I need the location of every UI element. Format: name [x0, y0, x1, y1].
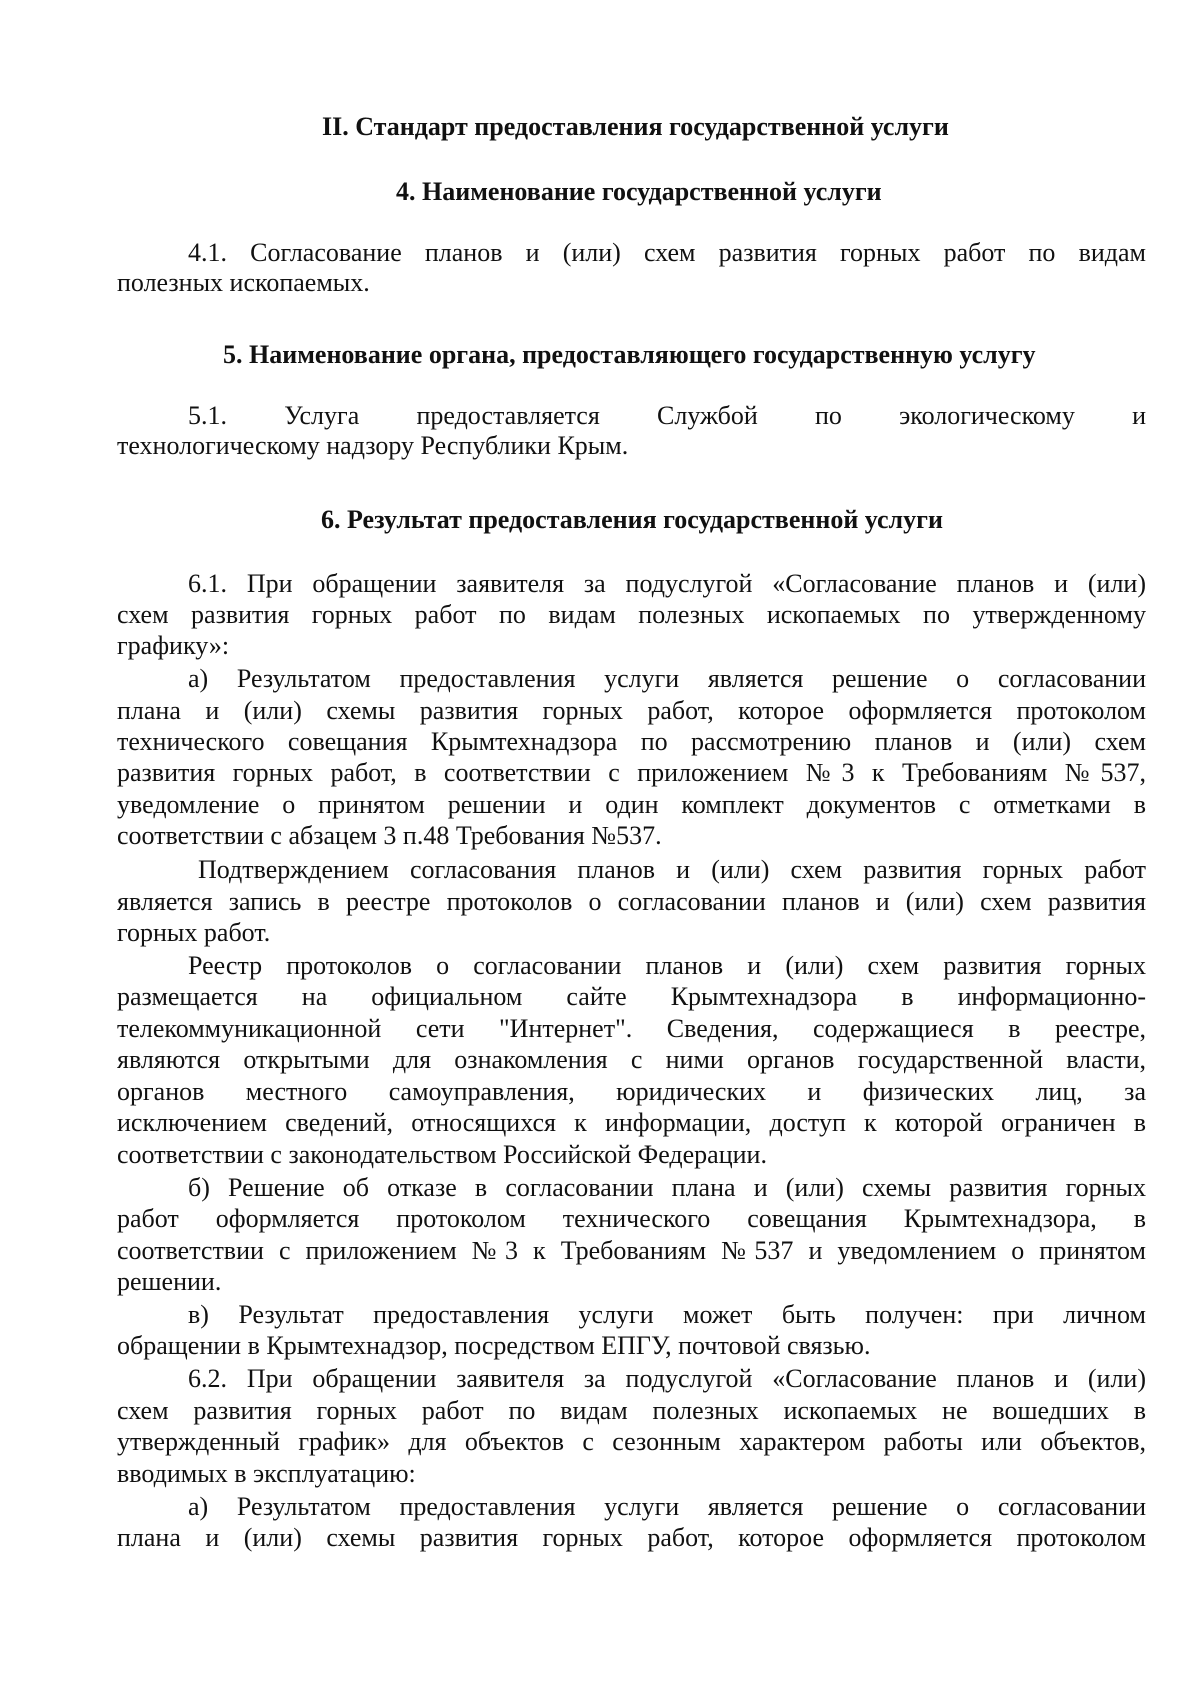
- heading-5: 5. Наименование органа, предоставляющего государственную услугу: [223, 340, 1036, 369]
- text-line: Подтверждением согласования планов и (или) схем развития горных работ: [198, 855, 1146, 884]
- text-line: работ оформляется протоколом технического совещания Крымтехнадзора, в: [117, 1204, 1146, 1233]
- text-line: вводимых в эксплуатацию:: [117, 1459, 416, 1488]
- text-line: а) Результатом предоставления услуги является решение о согласовании: [188, 1492, 1146, 1521]
- text-line: размещается на официальном сайте Крымтехнадзора в информационно-: [117, 982, 1146, 1011]
- text-line: полезных ископаемых.: [117, 268, 370, 297]
- text-line: 5.1. Услуга предоставляется Службой по экологическому и: [188, 401, 1146, 430]
- text-line: органов местного самоуправления, юридических и физических лиц, за: [117, 1077, 1146, 1106]
- text-line: графику»:: [117, 631, 230, 660]
- text-line: соответствии с законодательством Российской Федерации.: [117, 1140, 767, 1169]
- text-line: плана и (или) схемы развития горных работ, которое оформляется протоколом: [117, 1523, 1146, 1552]
- text-line: плана и (или) схемы развития горных работ, которое оформляется протоколом: [117, 696, 1146, 725]
- section-title: II. Стандарт предоставления государственной услуги: [322, 112, 949, 141]
- text-line: телекоммуникационной сети "Интернет". Сведения, содержащиеся в реестре,: [117, 1014, 1146, 1043]
- text-line: является запись в реестре протоколов о согласовании планов и (или) схем развития: [117, 887, 1146, 916]
- heading-4: 4. Наименование государственной услуги: [396, 177, 882, 206]
- text-line: горных работ.: [117, 918, 271, 947]
- text-line: 6.1. При обращении заявителя за подуслугой «Согласование планов и (или): [188, 569, 1146, 598]
- text-line: исключением сведений, относящихся к информации, доступ к которой ограничен в: [117, 1108, 1146, 1137]
- text-line: в) Результат предоставления услуги может быть получен: при личном: [188, 1300, 1146, 1329]
- text-line: уведомление о принятом решении и один комплект документов с отметками в: [117, 790, 1146, 819]
- text-line: б) Решение об отказе в согласовании плана и (или) схемы развития горных: [188, 1173, 1146, 1202]
- text-line: соответствии с абзацем 3 п.48 Требования №537.: [117, 821, 662, 850]
- text-line: обращении в Крымтехнадзор, посредством ЕПГУ, почтовой связью.: [117, 1331, 871, 1360]
- text-line: развития горных работ, в соответствии с приложением №3 к Требованиям №537,: [117, 758, 1146, 787]
- text-line: а) Результатом предоставления услуги является решение о согласовании: [188, 664, 1146, 693]
- text-line: 6.2. При обращении заявителя за подуслугой «Согласование планов и (или): [188, 1364, 1146, 1393]
- text-line: соответствии с приложением №3 к Требованиям №537 и уведомлением о принятом: [117, 1236, 1146, 1265]
- text-line: Реестр протоколов о согласовании планов и (или) схем развития горных: [188, 951, 1146, 980]
- text-line: решении.: [117, 1267, 222, 1296]
- heading-6: 6. Результат предоставления государственной услуги: [321, 505, 943, 534]
- text-line: являются открытыми для ознакомления с ними органов государственной власти,: [117, 1045, 1146, 1074]
- text-line: схем развития горных работ по видам полезных ископаемых не вошедших в: [117, 1396, 1146, 1425]
- text-line: 4.1. Согласование планов и (или) схем развития горных работ по видам: [188, 238, 1146, 267]
- text-line: схем развития горных работ по видам полезных ископаемых по утвержденному: [117, 600, 1146, 629]
- text-line: технологическому надзору Республики Крым.: [117, 431, 629, 460]
- text-line: технического совещания Крымтехнадзора по рассмотрению планов и (или) схем: [117, 727, 1146, 756]
- text-line: утвержденный график» для объектов с сезонным характером работы или объектов,: [117, 1427, 1146, 1456]
